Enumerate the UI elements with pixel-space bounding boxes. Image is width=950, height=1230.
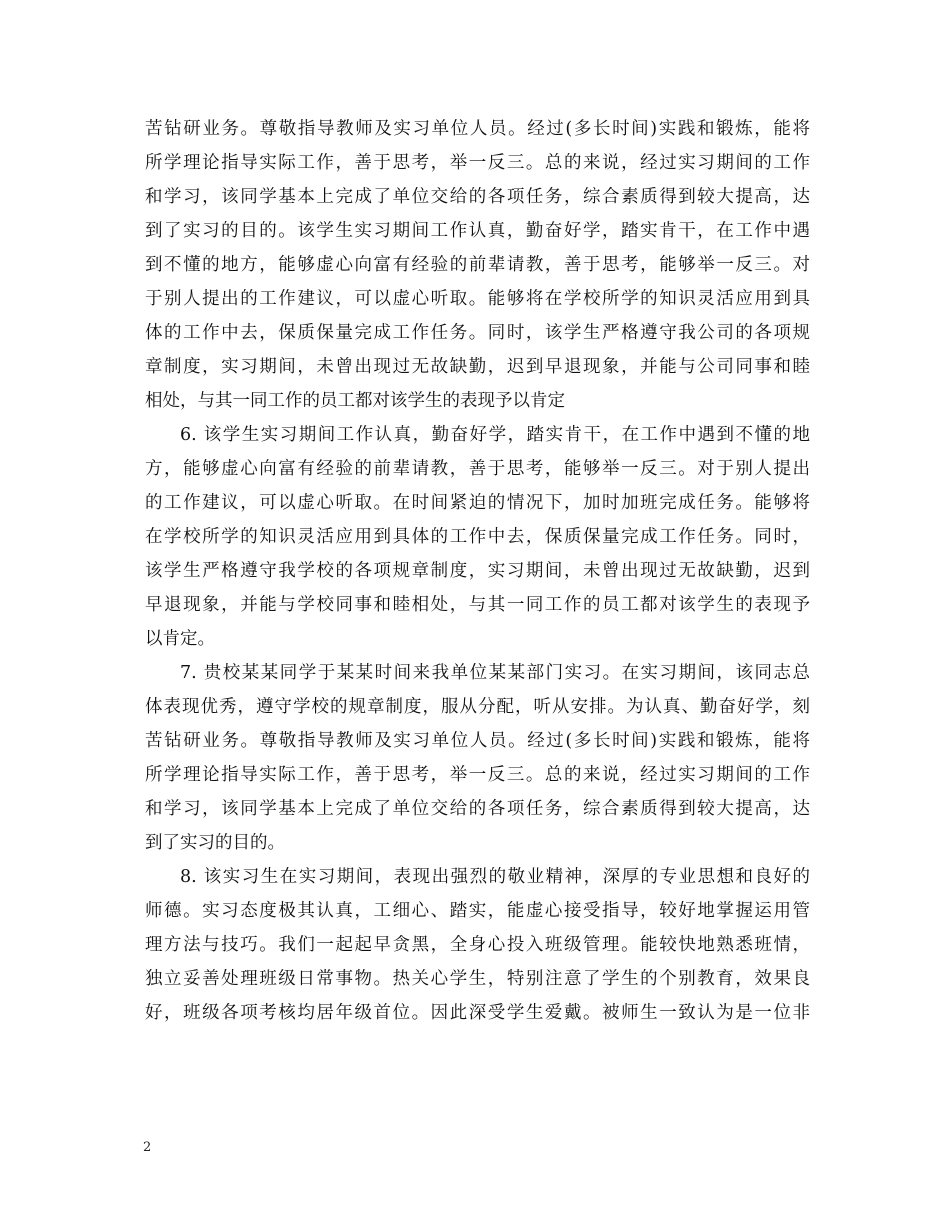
text-line: 体的工作中去，保质保量完成工作任务。同时，该学生严格遵守我公司的各项规 xyxy=(145,323,810,343)
text-line: 相处，与其一同工作的员工都对该学生的表现予以肯定 xyxy=(145,391,565,411)
text-line: 章制度，实习期间，未曾出现过无故缺勤，迟到早退现象，并能与公司同事和睦 xyxy=(145,357,810,377)
text-line: 好，班级各项考核均居年级首位。因此深受学生爱戴。被师生一致认为是一位非 xyxy=(145,1003,810,1023)
text-line: 到了实习的目的。该学生实习期间工作认真，勤奋好学，踏实肯干，在工作中遇 xyxy=(145,221,810,241)
paragraph-7-first-line: 7. 贵校某某同学于某某时间来我单位某某部门实习。在实习期间，该同志总 xyxy=(180,663,810,683)
text-line: 到不懂的地方，能够虚心向富有经验的前辈请教，善于思考，能够举一反三。对 xyxy=(145,255,810,275)
text-line: 苦钻研业务。尊敬指导教师及实习单位人员。经过(多长时间)实践和锻炼，能将 xyxy=(145,119,810,139)
page-number: 2 xyxy=(143,1140,152,1155)
text-line: 理方法与技巧。我们一起起早贪黑，全身心投入班级管理。能较快地熟悉班情， xyxy=(145,935,810,955)
text-line: 到了实习的目的。 xyxy=(145,833,285,853)
text-line: 所学理论指导实际工作，善于思考，举一反三。总的来说，经过实习期间的工作 xyxy=(145,153,810,173)
document-body xyxy=(145,112,810,1030)
text-line: 师德。实习态度极其认真，工细心、踏实，能虚心接受指导，较好地掌握运用管 xyxy=(145,901,810,921)
text-line: 在学校所学的知识灵活应用到具体的工作中去，保质保量完成工作任务。同时， xyxy=(145,527,810,547)
text-line: 早退现象，并能与学校同事和睦相处，与其一同工作的员工都对该学生的表现予 xyxy=(145,595,810,615)
text-line: 于别人提出的工作建议，可以虚心听取。能够将在学校所学的知识灵活应用到具 xyxy=(145,289,810,309)
text-line: 以肯定。 xyxy=(145,629,215,649)
text-line: 和学习，该同学基本上完成了单位交给的各项任务，综合素质得到较大提高，达 xyxy=(145,187,810,207)
paragraph-6-first-line: 6. 该学生实习期间工作认真，勤奋好学，踏实肯干，在工作中遇到不懂的地 xyxy=(180,425,810,445)
text-line: 方，能够虚心向富有经验的前辈请教，善于思考，能够举一反三。对于别人提出 xyxy=(145,459,810,479)
text-line: 独立妥善处理班级日常事物。热关心学生，特别注意了学生的个别教育，效果良 xyxy=(145,969,810,989)
text-line: 体表现优秀，遵守学校的规章制度，服从分配，听从安排。为认真、勤奋好学，刻 xyxy=(145,697,810,717)
paragraph-8-first-line: 8. 该实习生在实习期间，表现出强烈的敬业精神，深厚的专业思想和良好的 xyxy=(180,867,810,887)
text-line: 苦钻研业务。尊敬指导教师及实习单位人员。经过(多长时间)实践和锻炼，能将 xyxy=(145,731,810,751)
text-line: 的工作建议，可以虚心听取。在时间紧迫的情况下，加时加班完成任务。能够将 xyxy=(145,493,810,513)
text-line: 所学理论指导实际工作，善于思考，举一反三。总的来说，经过实习期间的工作 xyxy=(145,765,810,785)
text-line: 和学习，该同学基本上完成了单位交给的各项任务，综合素质得到较大提高，达 xyxy=(145,799,810,819)
text-line: 该学生严格遵守我学校的各项规章制度，实习期间，未曾出现过无故缺勤，迟到 xyxy=(145,561,810,581)
